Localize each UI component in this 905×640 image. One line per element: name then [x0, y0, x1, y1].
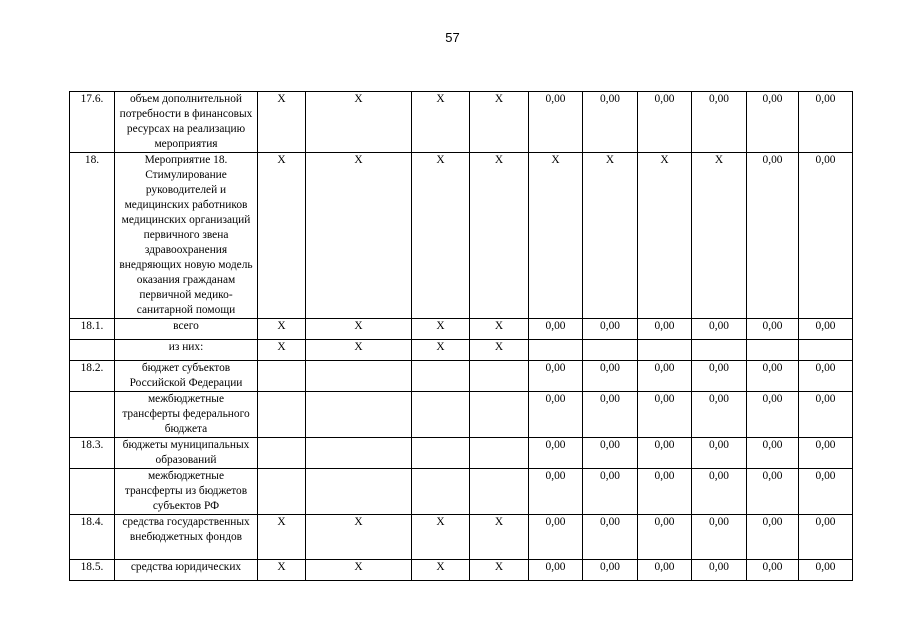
row-name-cell: бюджеты муниципальных образований: [115, 438, 258, 469]
value-cell: [258, 438, 306, 469]
value-cell: 0,00: [799, 392, 853, 438]
value-cell: 0,00: [799, 92, 853, 153]
row-number-cell: 18.3.: [70, 438, 115, 469]
value-cell: 0,00: [692, 469, 747, 515]
value-cell: [470, 361, 529, 392]
row-number-cell: 18.5.: [70, 560, 115, 581]
value-cell: [258, 469, 306, 515]
row-number-cell: [70, 469, 115, 515]
value-cell: [529, 340, 583, 361]
row-name-cell: из них:: [115, 340, 258, 361]
value-cell: Х: [470, 340, 529, 361]
value-cell: [583, 340, 638, 361]
value-cell: 0,00: [747, 469, 799, 515]
value-cell: [412, 438, 470, 469]
table-row: [70, 438, 853, 469]
table-row: [70, 560, 853, 581]
value-cell: Х: [306, 92, 412, 153]
value-cell: 0,00: [583, 515, 638, 560]
value-cell: 0,00: [529, 319, 583, 340]
row-number-cell: [70, 340, 115, 361]
table-row: [70, 469, 853, 515]
row-name-cell: средства юридических: [115, 560, 258, 581]
row-name-cell: бюджет субъектов Российской Федерации: [115, 361, 258, 392]
value-cell: Х: [258, 340, 306, 361]
value-cell: 0,00: [583, 92, 638, 153]
row-number-cell: 18.1.: [70, 319, 115, 340]
value-cell: Х: [306, 319, 412, 340]
value-cell: 0,00: [583, 469, 638, 515]
table-row: [70, 361, 853, 392]
value-cell: 0,00: [799, 319, 853, 340]
value-cell: [258, 392, 306, 438]
value-cell: 0,00: [638, 438, 692, 469]
value-cell: Х: [529, 153, 583, 319]
value-cell: 0,00: [747, 319, 799, 340]
table-row: [70, 319, 853, 340]
value-cell: 0,00: [638, 319, 692, 340]
value-cell: Х: [470, 319, 529, 340]
value-cell: [412, 361, 470, 392]
table-row: [70, 92, 853, 153]
value-cell: Х: [470, 560, 529, 581]
value-cell: [306, 469, 412, 515]
value-cell: 0,00: [799, 438, 853, 469]
value-cell: 0,00: [692, 560, 747, 581]
value-cell: 0,00: [583, 361, 638, 392]
value-cell: 0,00: [638, 92, 692, 153]
budget-table: [69, 91, 853, 581]
value-cell: 0,00: [638, 560, 692, 581]
value-cell: [799, 340, 853, 361]
value-cell: Х: [412, 515, 470, 560]
value-cell: Х: [470, 153, 529, 319]
value-cell: 0,00: [692, 392, 747, 438]
row-name-cell: средства государственных внебюджетных фондов: [115, 515, 258, 560]
value-cell: 0,00: [799, 361, 853, 392]
row-number-cell: [70, 392, 115, 438]
table-row: [70, 515, 853, 560]
row-number-cell: 17.6.: [70, 92, 115, 153]
value-cell: Х: [258, 560, 306, 581]
value-cell: 0,00: [799, 153, 853, 319]
row-name-cell: межбюджетные трансферты федерального бюджета: [115, 392, 258, 438]
value-cell: 0,00: [747, 515, 799, 560]
value-cell: 0,00: [747, 392, 799, 438]
value-cell: 0,00: [638, 361, 692, 392]
value-cell: 0,00: [747, 438, 799, 469]
value-cell: 0,00: [583, 438, 638, 469]
value-cell: 0,00: [692, 438, 747, 469]
row-name-cell: объем дополнительной потребности в финансовых ресурсах на реализацию мероприятия: [115, 92, 258, 153]
value-cell: [470, 438, 529, 469]
table-row: [70, 340, 853, 361]
value-cell: Х: [638, 153, 692, 319]
page-number: 57: [445, 30, 460, 45]
value-cell: Х: [412, 153, 470, 319]
value-cell: Х: [412, 319, 470, 340]
value-cell: 0,00: [583, 392, 638, 438]
value-cell: 0,00: [529, 438, 583, 469]
value-cell: 0,00: [799, 515, 853, 560]
value-cell: 0,00: [529, 469, 583, 515]
value-cell: Х: [412, 560, 470, 581]
value-cell: 0,00: [638, 392, 692, 438]
value-cell: [747, 340, 799, 361]
value-cell: Х: [306, 340, 412, 361]
value-cell: 0,00: [747, 361, 799, 392]
value-cell: 0,00: [583, 319, 638, 340]
value-cell: 0,00: [692, 92, 747, 153]
value-cell: [258, 361, 306, 392]
value-cell: Х: [258, 515, 306, 560]
value-cell: Х: [470, 92, 529, 153]
value-cell: Х: [412, 340, 470, 361]
value-cell: Х: [306, 560, 412, 581]
value-cell: Х: [306, 515, 412, 560]
value-cell: 0,00: [529, 392, 583, 438]
value-cell: [306, 392, 412, 438]
value-cell: Х: [692, 153, 747, 319]
value-cell: 0,00: [583, 560, 638, 581]
value-cell: Х: [306, 153, 412, 319]
row-name-cell: межбюджетные трансферты из бюджетов субъектов РФ: [115, 469, 258, 515]
value-cell: [470, 469, 529, 515]
row-name-cell: всего: [115, 319, 258, 340]
value-cell: Х: [258, 153, 306, 319]
value-cell: [306, 438, 412, 469]
row-number-cell: 18.2.: [70, 361, 115, 392]
value-cell: 0,00: [529, 515, 583, 560]
value-cell: Х: [583, 153, 638, 319]
row-name-cell: Мероприятие 18. Стимулирование руководителей и медицинских работников медицинских организаций первичного звена здравоохранения внедряющих новую модель оказания гражданам первичной медико-санитарной помощи: [115, 153, 258, 319]
value-cell: [412, 392, 470, 438]
value-cell: Х: [412, 92, 470, 153]
value-cell: 0,00: [529, 560, 583, 581]
value-cell: 0,00: [529, 92, 583, 153]
value-cell: 0,00: [799, 469, 853, 515]
value-cell: 0,00: [692, 319, 747, 340]
row-number-cell: 18.4.: [70, 515, 115, 560]
table-body: [70, 92, 853, 581]
value-cell: 0,00: [638, 469, 692, 515]
value-cell: 0,00: [799, 560, 853, 581]
value-cell: [412, 469, 470, 515]
value-cell: [470, 392, 529, 438]
table-row: [70, 153, 853, 319]
value-cell: 0,00: [692, 515, 747, 560]
value-cell: [692, 340, 747, 361]
table-row: [70, 392, 853, 438]
value-cell: 0,00: [747, 92, 799, 153]
value-cell: Х: [258, 92, 306, 153]
value-cell: 0,00: [747, 153, 799, 319]
value-cell: [306, 361, 412, 392]
value-cell: 0,00: [638, 515, 692, 560]
value-cell: Х: [470, 515, 529, 560]
value-cell: Х: [258, 319, 306, 340]
value-cell: 0,00: [692, 361, 747, 392]
value-cell: [638, 340, 692, 361]
value-cell: 0,00: [747, 560, 799, 581]
row-number-cell: 18.: [70, 153, 115, 319]
value-cell: 0,00: [529, 361, 583, 392]
